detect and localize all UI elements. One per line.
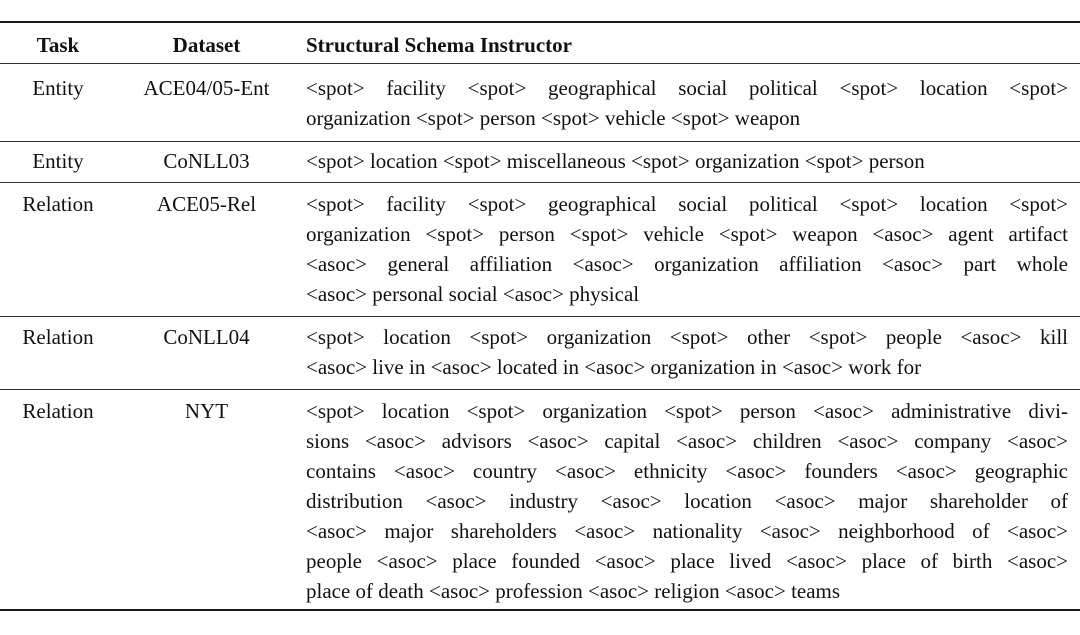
row-task-cell: Entity — [32, 76, 84, 100]
row-schema-cell — [306, 189, 1068, 309]
row-task-cell: Relation — [22, 325, 94, 349]
schema-line: organization <spot> person <spot> vehicle <spot> weapon <asoc> agent artifact — [306, 222, 1068, 246]
row-task-cell: Relation — [22, 399, 94, 423]
header-schema: Structural Schema Instructor — [306, 33, 572, 57]
row-divider — [0, 182, 1080, 183]
schema-line: contains <asoc> country <asoc> ethnicity <asoc> founders <asoc> geographic — [306, 459, 1068, 483]
row-schema-cell — [306, 396, 1068, 606]
header-task: Task — [36, 33, 80, 57]
row-task-cell: Entity — [32, 149, 84, 173]
schema-line: sions <asoc> advisors <asoc> capital <asoc> children <asoc> company <asoc> — [306, 429, 1068, 453]
row-dataset-cell: ACE05-Rel — [156, 192, 257, 216]
row-schema-cell — [306, 322, 1068, 382]
row-schema-cell — [306, 73, 1068, 133]
schema-line: <spot> location <spot> organization <spot> person <asoc> administrative divi- — [306, 399, 1068, 423]
row-dataset-cell: CoNLL03 — [163, 149, 250, 173]
schema-line: place of death <asoc> profession <asoc> religion <asoc> teams — [306, 579, 841, 603]
schema-line: distribution <asoc> industry <asoc> location <asoc> major shareholder of — [306, 489, 1068, 513]
table-bottom-rule — [0, 609, 1080, 611]
header-dataset: Dataset — [172, 33, 241, 57]
row-divider — [0, 316, 1080, 317]
schema-line: <spot> location <spot> miscellaneous <spot> organization <spot> person — [306, 149, 925, 173]
row-dataset-cell: CoNLL04 — [163, 325, 250, 349]
schema-line: people <asoc> place founded <asoc> place lived <asoc> place of birth <asoc> — [306, 549, 1068, 573]
schema-line: <asoc> live in <asoc> located in <asoc> organization in <asoc> work for — [306, 355, 922, 379]
row-divider — [0, 389, 1080, 390]
row-divider — [0, 141, 1080, 142]
header-rule — [0, 63, 1080, 64]
schema-line: organization <spot> person <spot> vehicle <spot> weapon — [306, 106, 801, 130]
schema-line: <asoc> personal social <asoc> physical — [306, 282, 640, 306]
schema-line: <spot> location <spot> organization <spot> other <spot> people <asoc> kill — [306, 325, 1068, 349]
schema-line: <spot> facility <spot> geographical social political <spot> location <spot> — [306, 76, 1068, 100]
row-schema-cell — [306, 146, 1068, 176]
schema-line: <spot> facility <spot> geographical social political <spot> location <spot> — [306, 192, 1068, 216]
table-top-rule — [0, 21, 1080, 23]
row-dataset-cell: NYT — [184, 399, 229, 423]
schema-line: <asoc> major shareholders <asoc> nationality <asoc> neighborhood of <asoc> — [306, 519, 1068, 543]
row-task-cell: Relation — [22, 192, 94, 216]
schema-line: <asoc> general affiliation <asoc> organization affiliation <asoc> part whole — [306, 252, 1068, 276]
row-dataset-cell: ACE04/05-Ent — [143, 76, 270, 100]
